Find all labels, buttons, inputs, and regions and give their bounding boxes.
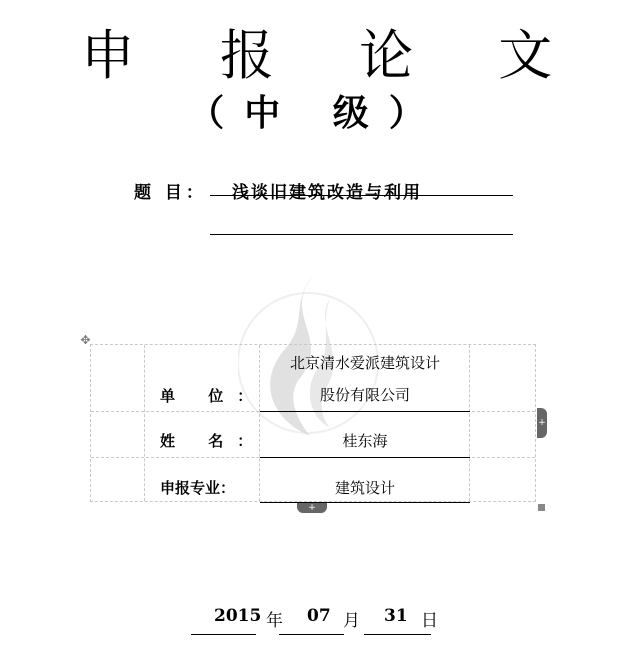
date-year-underline [191, 634, 256, 635]
topic-underline-2 [210, 234, 513, 235]
topic-value[interactable]: 浅谈旧建筑改造与利用 [232, 183, 422, 203]
date-month-unit: 月 [343, 611, 360, 631]
date-month[interactable]: 07 [307, 606, 331, 626]
add-row-button[interactable]: + [297, 503, 327, 513]
name-label: 姓 名： [160, 432, 267, 450]
date-day[interactable]: 31 [384, 606, 408, 626]
major-value[interactable]: 建筑设计 [334, 479, 395, 497]
date-month-underline [279, 634, 344, 635]
unit-value-line2[interactable]: 股份有限公司 [319, 386, 410, 404]
table-move-handle-icon[interactable]: ✥ [80, 333, 91, 347]
unit-underline [260, 411, 470, 412]
unit-value-line1[interactable]: 北京清水爱派建筑设计 [289, 354, 440, 372]
add-column-button[interactable]: + [537, 408, 547, 438]
document-level: （中 级） [188, 93, 445, 134]
name-value[interactable]: 桂东海 [342, 432, 388, 450]
major-underline [260, 502, 470, 503]
name-underline [260, 457, 470, 458]
major-label: 申报专业： [160, 479, 236, 497]
unit-label: 单 位： [160, 387, 267, 405]
date-day-unit: 日 [421, 611, 438, 631]
info-table [90, 344, 536, 502]
date-day-underline [364, 634, 431, 635]
table-col-divider [144, 345, 145, 501]
document-title: 申 报 论 文 [80, 24, 587, 87]
date-year[interactable]: 2015 [214, 606, 262, 626]
topic-underline-1 [210, 195, 513, 196]
date-year-unit: 年 [266, 611, 283, 631]
topic-label: 题 目： [134, 183, 207, 203]
table-resize-handle[interactable] [538, 504, 545, 511]
